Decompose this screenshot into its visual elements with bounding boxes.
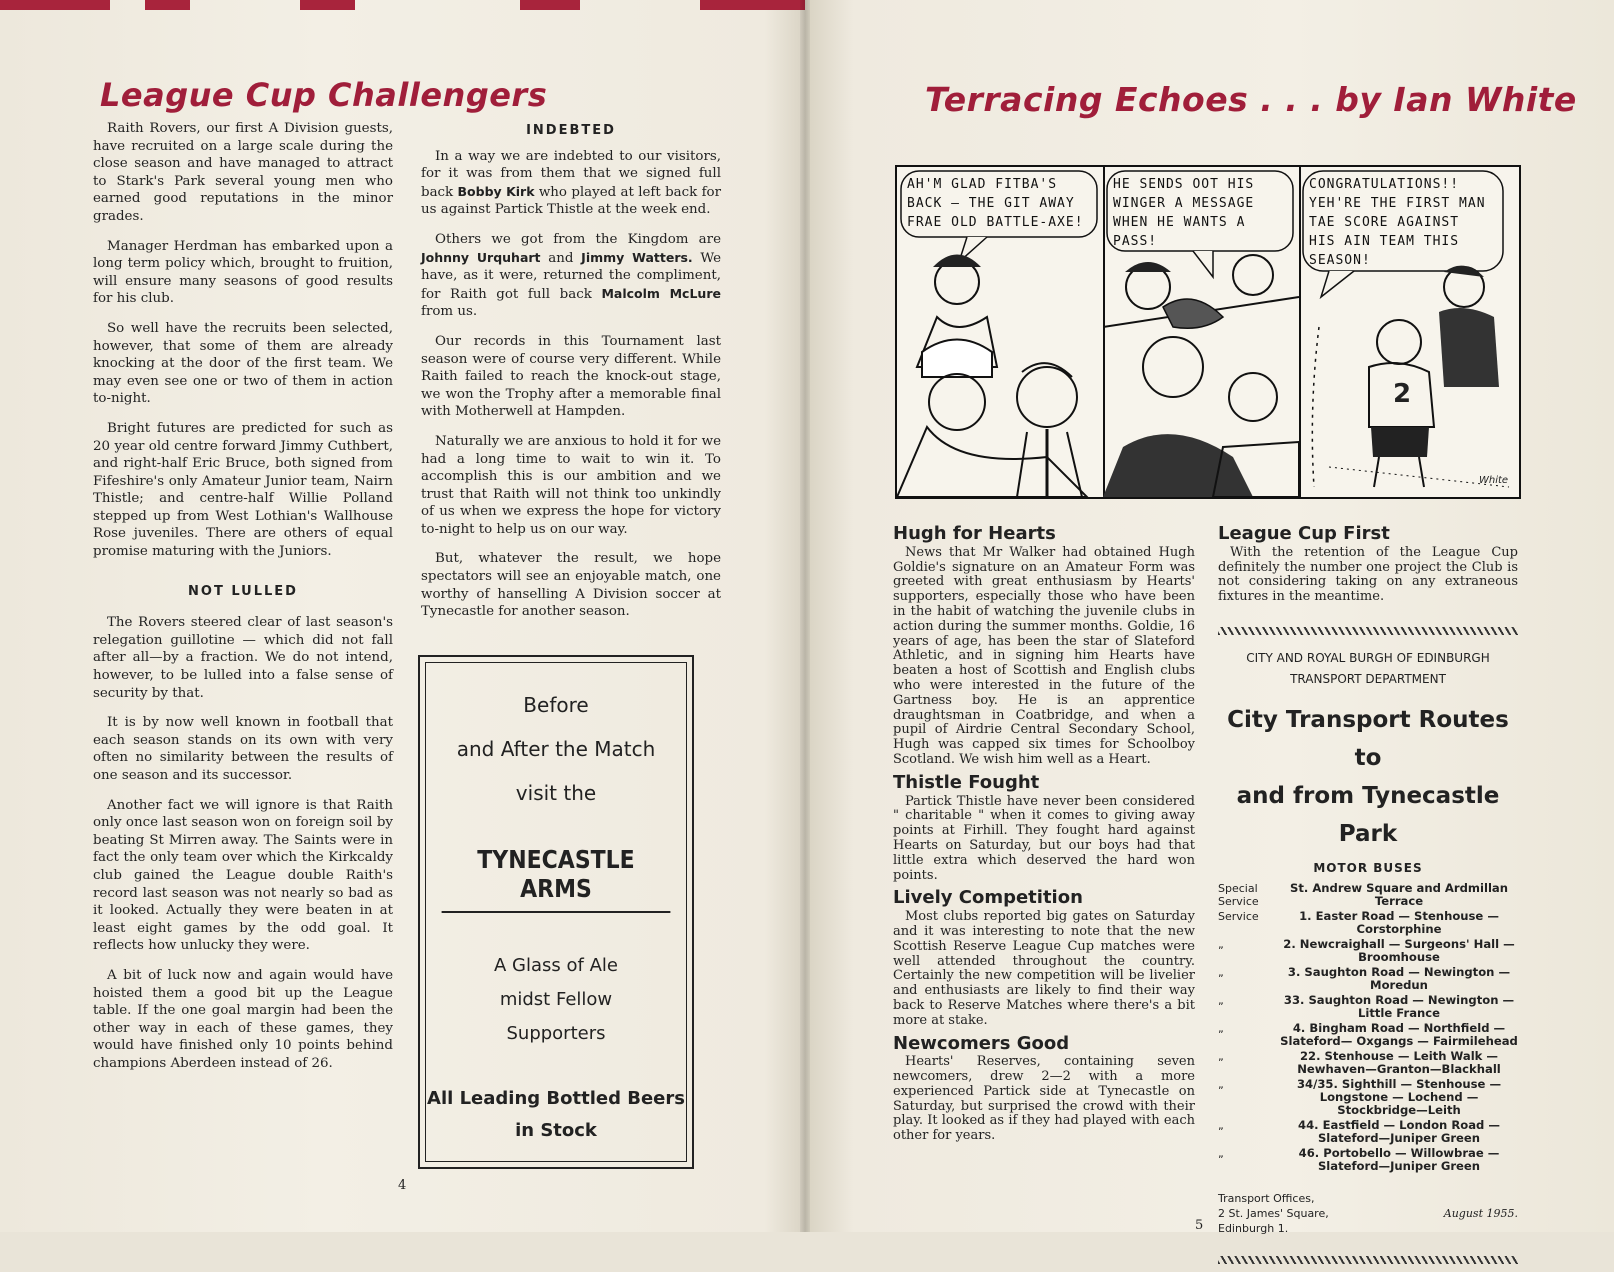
transport-footer <box>1218 1191 1518 1236</box>
transport-title: City Transport Routes to <box>1227 706 1509 771</box>
office-line: 2 St. James' Square, <box>1218 1206 1329 1220</box>
route-text: 34/35. Sighthill — Stenhouse — Longstone — Lochend — Stockbridge—Leith <box>1296 1076 1502 1117</box>
paragraph: Others we got from the Kingdom are Johnny Urquhart and Jimmy Watters. We have, as it were, returned the compliment, for Raith got full back Malcolm McLure from us. <box>421 231 722 320</box>
route-text: 2. Newcraighall — Surgeons' Hall —Broomhouse <box>1283 936 1515 964</box>
page-number: 5 <box>1195 1218 1204 1233</box>
left-page <box>0 0 805 1232</box>
route-label: „ <box>1218 965 1224 979</box>
route-label: „ <box>1218 993 1224 1007</box>
section-body: News that Mr Walker had obtained Hugh Goldie's signature on an Amateur Form was greeted with great enthusiasm by Hearts' supporters, especially those who have been in the habit of watching the juvenile clubs in action during the summer months. Goldie, 16 years of age, has been the star of Slateford Athletic, and in signing him Hearts have beaten a host of Scottish and English clubs who were interested in the future of the Gartness boy. He is an apprentice draughtsman in Coatbridge, and when a pupil of Airdrie Central Secondary School, Hugh was capped six times for Schoolboy Scotland. We wish him well as a Heart. <box>893 544 1195 767</box>
route-text: 4. Bingham Road — Northfield — Slateford— Oxgangs — Fairmilehead <box>1280 1020 1518 1048</box>
section-body: Most clubs reported big gates on Saturday and it was interesting to note that the new Scottish Reserve League Cup matches were well attended throughout the country. Certainly the new competition will be livelier and enthusiasts are likely to find their way back to Reserve Matches where there's a bit more at stake. <box>893 909 1195 1028</box>
paragraph: Naturally we are anxious to hold it for we had a long time to wait to win it. To accomplish this is our ambition and we trust that Raith will not think too unkindly of us when we express the hope for victory to-night to help us on our way. <box>421 433 721 537</box>
route-label: „ <box>1218 1118 1224 1132</box>
route-label: Service <box>1218 909 1259 923</box>
bus-route <box>1218 882 1518 908</box>
red-top-bar <box>0 0 110 10</box>
route-text: 33. Saughton Road — Newington — Little France <box>1283 992 1515 1020</box>
section-body: Partick Thistle have never been considered " charitable " when it comes to giving away points at Firhill. They fought hard against Hearts on Saturday, but our boys had that little extra which deserved the hard won points. <box>893 793 1195 883</box>
red-top-bar <box>145 0 190 10</box>
page-number: 4 <box>398 1178 407 1193</box>
paragraph: Manager Herdman has embarked upon a long term policy which, brought to fruition, will ensure many seasons of good results for his club. <box>93 238 393 307</box>
ad-line: visit the <box>515 781 597 805</box>
route-label: Special Service <box>1218 881 1259 908</box>
bus-route <box>1218 966 1518 992</box>
speech-bubble: HE SENDS OOT HIS WINGER A MESSAGE WHEN HE WANTS A PASS! <box>1113 177 1255 249</box>
office-line: Transport Offices, <box>1218 1191 1315 1205</box>
notice-date: August 1955. <box>1443 1206 1518 1220</box>
bus-route <box>1218 1022 1518 1048</box>
route-text: 22. Stenhouse — Leith Walk — Newhaven—Granton—Blackhall <box>1297 1048 1501 1076</box>
ad-line: A Glass of Ale <box>494 955 618 976</box>
red-top-bar <box>520 0 580 10</box>
jersey-number: 2 <box>1389 379 1415 409</box>
cartoon-strip <box>895 165 1521 499</box>
section-title: Lively Competition <box>893 887 1083 909</box>
bus-route <box>1218 1050 1518 1076</box>
page-fold <box>800 0 810 1232</box>
subheading-not-lulled: NOT LULLED <box>188 583 298 599</box>
section-body: Hearts' Reserves, containing seven newcomers, drew 2—2 with a more experienced Partick side at Tynecastle on Saturday, but surprised the crowd with their play. It looked as if they had played with each other for years. <box>893 1054 1195 1144</box>
left-heading: League Cup Challengers <box>100 76 548 114</box>
section-title: League Cup First <box>1218 523 1390 544</box>
notes-column-left <box>893 523 1195 1152</box>
route-text: St. Andrew Square and Ardmillan Terrace <box>1289 880 1508 908</box>
section-title: Hugh for Hearts <box>893 523 1056 544</box>
route-text: 3. Saughton Road — Newington — Moredun <box>1287 964 1511 992</box>
cartoon-panel-3 <box>1299 167 1519 497</box>
article-column-1 <box>93 120 393 1085</box>
zigzag-divider <box>1218 1256 1518 1264</box>
paragraph: So well have the recruits been selected, however, that some of them are already knocking at the door of the first team. We may even see one or two of them in action to-night. <box>93 320 393 407</box>
section-body: With the retention of the League Cup definitely the number one project the Club is not considering taking on any extraneous fixtures in the meantime. <box>1218 544 1518 605</box>
transport-title: and from Tynecastle Park <box>1236 782 1500 847</box>
transport-dept: CITY AND ROYAL BURGH OF EDINBURGH <box>1246 650 1490 665</box>
paragraph: Raith Rovers, our first A Division guests, have recruited on a large scale during the close season and have managed to attract to Stark's Park several young men who earned good reputations in the minor grades. <box>93 121 393 224</box>
route-label: „ <box>1218 1049 1224 1063</box>
ad-brand-name: TYNECASTLE ARMS <box>442 845 671 913</box>
route-label: „ <box>1218 1146 1224 1160</box>
artist-signature: White <box>1479 475 1509 486</box>
transport-dept: TRANSPORT DEPARTMENT <box>1290 671 1446 686</box>
paragraph: The Rovers steered clear of last season's relegation guillotine — which did not fall after all—by a fraction. We do not intend, however, to be lulled into a false sense of security by that. <box>93 615 393 701</box>
paragraph: Bright futures are predicted for such as 20 year old centre forward Jimmy Cuthbert, and right-half Eric Bruce, both signed from Fifeshire's only Amateur Junior team, Nairn Thistle; and centre-half Willie Polland stepped up from West Lothian's Wallhouse Rose juveniles. There are others of equal promise maturing with the Juniors. <box>93 420 393 560</box>
right-heading: Terracing Echoes . . . by Ian White <box>925 80 1577 119</box>
tynecastle-arms-advert <box>418 655 694 1169</box>
route-label: „ <box>1218 1077 1224 1091</box>
red-top-bar <box>300 0 355 10</box>
bus-route <box>1218 910 1518 936</box>
bus-route <box>1218 1147 1518 1173</box>
section-title: Newcomers Good <box>893 1032 1070 1054</box>
paragraph: Our records in this Tournament last season were of course very different. While Raith failed to reach the knock-out stage, we won the Trophy after a memorable final with Motherwell at Hampden. <box>421 333 721 420</box>
ad-line: Before <box>523 693 589 717</box>
ad-line: Supporters <box>506 1023 606 1044</box>
player-name: Malcolm McLure <box>601 285 721 301</box>
motor-buses-label: MOTOR BUSES <box>1313 860 1423 875</box>
route-text: 44. Eastfield — London Road — Slateford—Juniper Green <box>1298 1117 1500 1145</box>
speech-bubble: CONGRATULATIONS!! YEH'RE THE FIRST MAN TAE SCORE AGAINST HIS AIN TEAM THIS SEASON! <box>1309 177 1486 268</box>
ad-line: and After the Match <box>456 737 656 761</box>
cartoon-panel-2 <box>1103 167 1301 497</box>
route-label: „ <box>1218 937 1224 951</box>
route-list <box>1218 882 1518 1173</box>
cartoon-panel-1 <box>897 167 1105 497</box>
paragraph: A bit of luck now and again would have hoisted them a good bit up the League table. If the one goal margin had been the other way in each of these games, they would have finished only 10 points behind champions Aberdeen instead of 26. <box>93 967 393 1071</box>
notes-column-right <box>1218 523 1518 1272</box>
article-column-2 <box>421 118 721 633</box>
ad-line: All Leading Bottled Beers <box>427 1088 685 1109</box>
player-name: Johnny Urquhart <box>421 249 541 265</box>
ad-line: in Stock <box>515 1120 597 1141</box>
red-top-bar <box>700 0 805 10</box>
paragraph: But, whatever the result, we hope spectators will see an enjoyable match, one worthy of hanselling A Division soccer at Tynecastle for another season. <box>421 551 721 620</box>
route-text: 1. Easter Road — Stenhouse — Corstorphine <box>1299 908 1499 936</box>
player-name: Jimmy Watters. <box>581 249 693 265</box>
ad-line: midst Fellow <box>499 989 613 1010</box>
player-name: Bobby Kirk <box>457 183 535 199</box>
speech-bubble: AH'M GLAD FITBA'S BACK — THE GIT AWAY FRAE OLD BATTLE-AXE! <box>907 177 1084 230</box>
subheading-indebted: INDEBTED <box>526 123 616 138</box>
office-line: Edinburgh 1. <box>1218 1221 1289 1235</box>
paragraph: In a way we are indebted to our visitors, for it was from them that we signed full back Bobby Kirk who played at left back for us against Partick Thistle at the week end. <box>421 148 721 218</box>
bus-route <box>1218 1119 1518 1145</box>
bus-route <box>1218 1078 1518 1117</box>
paragraph: Another fact we will ignore is that Raith only once last season won on foreign soil by beating St Mirren away. The Saints were in fact the only team over which the Kirkcaldy club gained the League double Raith's record last season was not nearly so bad as it looked. Actually they were beaten in at least eight games by the odd goal. It reflects how unlucky they were. <box>93 797 393 954</box>
route-text: 46. Portobello — Willowbrae — Slateford—Juniper Green <box>1298 1145 1500 1173</box>
zigzag-divider <box>1218 627 1518 635</box>
route-label: „ <box>1218 1021 1224 1035</box>
paragraph: It is by now well known in football that each season stands on its own with very often no similarity between the results of one season and its successor. <box>93 715 393 783</box>
transport-notice <box>1218 647 1518 1264</box>
bus-route <box>1218 994 1518 1020</box>
section-title: Thistle Fought <box>893 771 1040 793</box>
bus-route <box>1218 938 1518 964</box>
